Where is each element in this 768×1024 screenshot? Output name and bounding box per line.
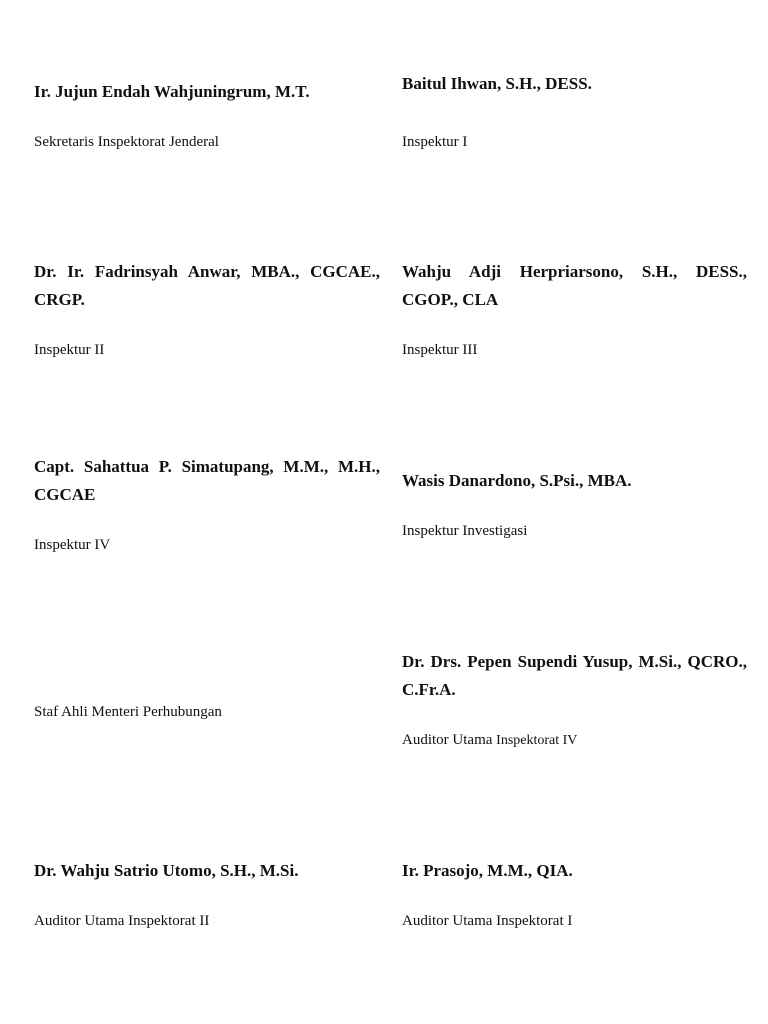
entry-inspektur-2 [34, 258, 380, 358]
person-role: Staf Ahli Menteri Perhubungan [34, 704, 222, 720]
person-role [402, 730, 577, 751]
entry-auditor-utama-1 [402, 857, 747, 929]
person-name: Dr. Ir. Fadrinsyah Anwar, MBA., CGCAE., CRGP. [34, 262, 380, 309]
entry-inspektur-3 [402, 258, 747, 358]
person-role: Sekretaris Inspektorat Jenderal [34, 134, 219, 150]
person-role: Inspektur IV [34, 537, 111, 553]
person-name: Capt. Sahattua P. Simatupang, M.M., M.H., CGCAE [34, 457, 380, 504]
role-title: Auditor Utama [402, 732, 493, 748]
person-name: Ir. Prasojo, M.M., QIA. [402, 861, 573, 880]
person-role: Auditor Utama Inspektorat II [34, 913, 210, 929]
person-role: Auditor Utama Inspektorat I [402, 913, 573, 929]
person-role: Inspektur III [402, 342, 478, 358]
person-role: Inspektur II [34, 342, 105, 358]
entry-inspektur-4 [34, 453, 380, 553]
entry-auditor-utama-4 [402, 648, 747, 748]
role-unit: Inspektorat IV [496, 733, 578, 748]
person-role: Inspektur I [402, 134, 468, 150]
person-name: Ir. Jujun Endah Wahjuningrum, M.T. [34, 82, 310, 101]
person-role: Inspektur Investigasi [402, 523, 528, 539]
person-name: Wahju Adji Herpriarsono, S.H., DESS., CGOP., CLA [402, 262, 747, 309]
entry-inspektur-investigasi [402, 467, 747, 539]
person-name: Dr. Wahju Satrio Utomo, S.H., M.Si. [34, 861, 299, 880]
person-name: Baitul Ihwan, S.H., DESS. [402, 74, 592, 93]
entry-inspektur-1 [402, 70, 747, 150]
entry-auditor-utama-2 [34, 857, 380, 929]
entry-sekretaris [34, 78, 380, 150]
person-name: Wasis Danardono, S.Psi., MBA. [402, 471, 632, 490]
person-name: Dr. Drs. Pepen Supendi Yusup, M.Si., QCRO., C.Fr.A. [402, 652, 747, 699]
